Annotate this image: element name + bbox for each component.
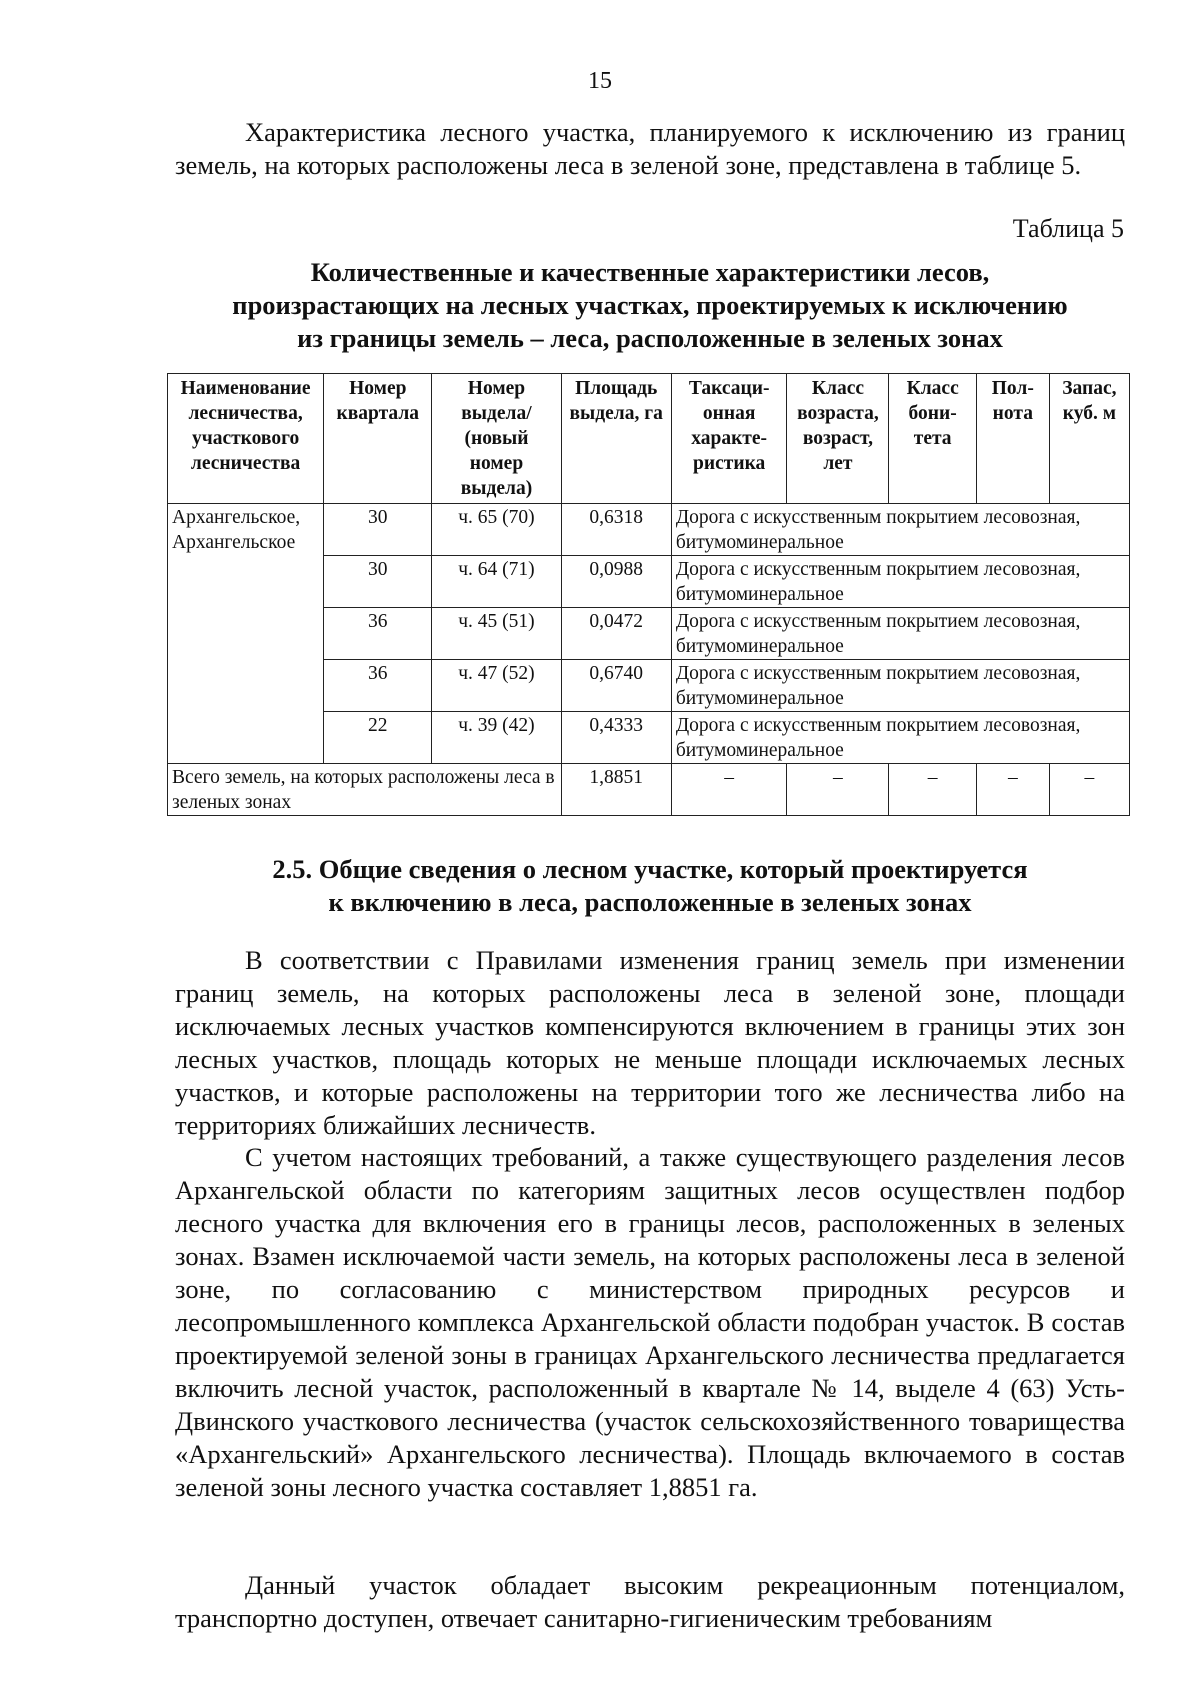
area-cell: 0,0988	[561, 556, 671, 608]
page-number: 15	[588, 68, 612, 94]
section-heading-line: 2.5. Общие сведения о лесном участке, который проектируется	[272, 854, 1028, 884]
table-label: Таблица 5	[1012, 214, 1124, 243]
plot-cell: ч. 45 (51)	[432, 608, 561, 660]
quarter-cell: 30	[324, 556, 432, 608]
description-cell: Дорога с искусственным покрытием лесовозная, битумоминеральное	[671, 660, 1129, 712]
header-forestry-name: Наименование лесничества, участкового лесничества	[168, 374, 324, 504]
header-quarter-number: Номер квартала	[324, 374, 432, 504]
section-heading-line: к включению в леса, расположенные в зеленых зонах	[328, 887, 972, 917]
table-title-line: произрастающих на лесных участках, проектируемых к исключению	[232, 290, 1068, 320]
area-cell: 0,6740	[561, 660, 671, 712]
header-taxation-characteristic: Таксаци-онная характе-ристика	[671, 374, 787, 504]
plot-cell: ч. 47 (52)	[432, 660, 561, 712]
body-paragraph: В соответствии с Правилами изменения границ земель при изменении границ земель, на которых расположены леса в зеленой зоне, площади исключаемых лесных участков компенсируются включением в границы этих зон лесных участков, площадь которых не меньше площади исключаемых лесных участков, и которые расположены на территории того же лесничества либо на территориях ближайших лесничеств.	[175, 945, 1125, 1140]
forestry-name-cell: Архангельское, Архангельское	[168, 504, 324, 764]
plot-cell: ч. 65 (70)	[432, 504, 561, 556]
description-cell: Дорога с искусственным покрытием лесовозная, битумоминеральное	[671, 504, 1129, 556]
area-cell: 0,0472	[561, 608, 671, 660]
header-density: Пол-нота	[976, 374, 1049, 504]
header-plot-number: Номер выдела/ (новый номер выдела)	[432, 374, 561, 504]
header-bonitet-class: Класс бони-тета	[889, 374, 976, 504]
description-cell: Дорога с искусственным покрытием лесовозная, битумоминеральное	[671, 608, 1129, 660]
quarter-cell: 36	[324, 608, 432, 660]
body-paragraph: Данный участок обладает высоким рекреационным потенциалом, транспортно доступен, отвечает санитарно-гигиеническим требованиям	[175, 1570, 1125, 1633]
table-title	[175, 256, 1125, 355]
description-cell: Дорога с искусственным покрытием лесовозная, битумоминеральное	[671, 556, 1129, 608]
section-heading	[175, 853, 1125, 919]
table-total-row	[168, 764, 1130, 816]
description-cell: Дорога с искусственным покрытием лесовозная, битумоминеральное	[671, 712, 1129, 764]
total-dash-cell: –	[787, 764, 889, 816]
total-dash-cell: –	[671, 764, 787, 816]
area-cell: 0,6318	[561, 504, 671, 556]
table-title-line: Количественные и качественные характеристики лесов,	[310, 257, 990, 287]
total-dash-cell: –	[1049, 764, 1129, 816]
quarter-cell: 22	[324, 712, 432, 764]
body-paragraph: С учетом настоящих требований, а также существующего разделения лесов Архангельской области по категориям защитных лесов осуществлен подбор лесного участка для включения его в границы лесов, расположенных в зеленых зонах. Взамен исключаемой части земель, на которых расположены леса в зеленой зоне, по согласованию с министерством природных ресурсов и лесопромышленного комплекса Архангельской области подобран участок. В состав проектируемой зеленой зоны в границах Архангельского лесничества предлагается включить лесной участок, расположенный в квартале № 14, выделе 4 (63) Усть-Двинского участкового лесничества (участок сельскохозяйственного товарищества «Архангельский» Архангельского лесничества). Площадь включаемого в состав зеленой зоны лесного участка составляет 1,8851 га.	[175, 1142, 1125, 1502]
header-age-class: Класс возраста, возраст, лет	[787, 374, 889, 504]
plot-cell: ч. 39 (42)	[432, 712, 561, 764]
total-area-cell: 1,8851	[561, 764, 671, 816]
table-row	[168, 504, 1130, 556]
quarter-cell: 30	[324, 504, 432, 556]
area-cell: 0,4333	[561, 712, 671, 764]
header-plot-area: Площадь выдела, га	[561, 374, 671, 504]
intro-paragraph: Характеристика лесного участка, планируемого к исключению из границ земель, на которых расположены леса в зеленой зоне, представлена в таблице 5.	[175, 117, 1125, 180]
total-label-cell: Всего земель, на которых расположены леса в зеленых зонах	[168, 764, 562, 816]
plot-cell: ч. 64 (71)	[432, 556, 561, 608]
quarter-cell: 36	[324, 660, 432, 712]
total-dash-cell: –	[889, 764, 976, 816]
forest-characteristics-table	[167, 373, 1130, 816]
table-title-line: из границы земель – леса, расположенные в зеленых зонах	[297, 323, 1003, 353]
table-header-row	[168, 374, 1130, 504]
header-stock: Запас, куб. м	[1049, 374, 1129, 504]
total-dash-cell: –	[976, 764, 1049, 816]
